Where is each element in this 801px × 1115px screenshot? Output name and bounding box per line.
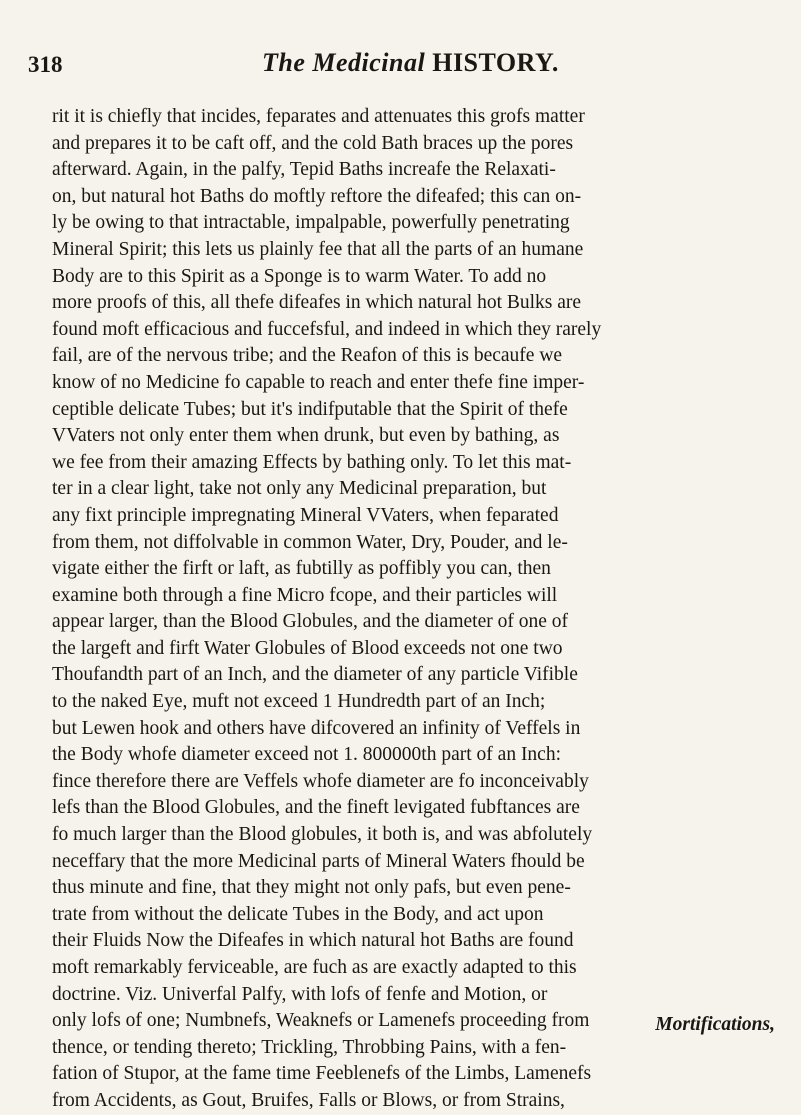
text-line: neceffary that the more Medicinal parts of Mineral Waters fhould be [52, 850, 585, 872]
text-line: from them, not diffolvable in common Water, Dry, Pouder, and le- [52, 531, 568, 553]
text-line: Thoufandth part of an Inch, and the diameter of any particle Vifible [52, 664, 578, 686]
running-head-caps: HISTORY. [432, 48, 559, 77]
text-line: from Accidents, as Gout, Bruifes, Falls or Blows, or from Strains, [52, 1089, 565, 1111]
text-line: only lofs of one; Numbnefs, Weaknefs or Lamenefs proceeding from [52, 1010, 590, 1032]
text-line: found moft efficacious and fuccefsful, and indeed in which they rarely [52, 318, 602, 340]
text-line: but Lewen hook and others have difcovered an infinity of Veffels in [52, 717, 581, 739]
text-line: Body are to this Spirit as a Sponge is to warm Water. To add no [52, 265, 547, 287]
text-line: ceptible delicate Tubes; but it's indifputable that the Spirit of thefe [52, 398, 568, 420]
text-line: and prepares it to be caft off, and the cold Bath braces up the pores [52, 132, 574, 154]
text-line: the largeft and firft Water Globules of Blood exceeds not one two [52, 637, 563, 659]
text-line: appear larger, than the Blood Globules, and the diameter of one of [52, 611, 568, 633]
text-line: ter in a clear light, take not only any Medicinal preparation, but [52, 478, 547, 500]
text-line: fail, are of the nervous tribe; and the Reafon of this is becaufe we [52, 345, 563, 367]
text-line: lefs than the Blood Globules, and the fineft levigated fubftances are [52, 797, 580, 819]
running-head [262, 48, 559, 78]
text-line: fince therefore there are Veffels whofe diameter are fo inconceivably [52, 770, 589, 792]
text-line: fo much larger than the Blood globules, it both is, and was abfolutely [52, 824, 593, 846]
text-line: we fee from their amazing Effects by bathing only. To let this mat- [52, 451, 572, 473]
body-text [52, 104, 797, 1115]
page-number: 318 [28, 52, 63, 77]
text-line: trate from without the delicate Tubes in the Body, and act upon [52, 903, 544, 925]
text-line: thence, or tending thereto; Trickling, Throbbing Pains, with a fen- [52, 1036, 567, 1058]
text-line: afterward. Again, in the palfy, Tepid Baths increafe the Relaxati- [52, 159, 556, 181]
text-line: moft remarkably ferviceable, are fuch as are exactly adapted to this [52, 957, 577, 978]
text-line: know of no Medicine fo capable to reach and enter thefe fine imper- [52, 371, 585, 393]
text-line: to the naked Eye, muft not exceed 1 Hundredth part of an Inch; [52, 691, 546, 713]
text-line: thus minute and fine, that they might not only pafs, but even pene- [52, 877, 571, 899]
text-line: on, but natural hot Baths do moftly reftore the difeafed; this can on- [52, 185, 582, 207]
text-line: ly be owing to that intractable, impalpable, powerfully penetrating [52, 212, 570, 234]
text-line: Mineral Spirit; this lets us plainly fee that all the parts of an humane [52, 238, 584, 260]
text-line: rit it is chiefly that incides, feparates and attenuates this grofs matter [52, 106, 585, 127]
text-line: doctrine. Viz. Univerfal Palfy, with lofs of fenfe and Motion, or [52, 983, 548, 1005]
catchword: Mortifications, [655, 1014, 775, 1035]
text-line: more proofs of this, all thefe difeafes in which natural hot Bulks are [52, 292, 582, 314]
text-line: any fixt principle impregnating Mineral VVaters, when feparated [52, 504, 559, 526]
text-line: fation of Stupor, at the fame time Feeblenefs of the Limbs, Lamenefs [52, 1063, 592, 1085]
page-header [22, 46, 782, 86]
text-line: VVaters not only enter them when drunk, but even by bathing, as [52, 425, 560, 447]
text-line: their Fluids Now the Difeafes in which natural hot Baths are found [52, 930, 574, 952]
text-line: the Body whofe diameter exceed not 1. 800000th part of an Inch: [52, 744, 562, 766]
text-line: vigate either the firft or laft, as fubtilly as poffibly you can, then [52, 558, 551, 580]
text-line: examine both through a fine Micro fcope, and their particles will [52, 584, 558, 606]
running-head-italic: The Medicinal [262, 48, 426, 77]
